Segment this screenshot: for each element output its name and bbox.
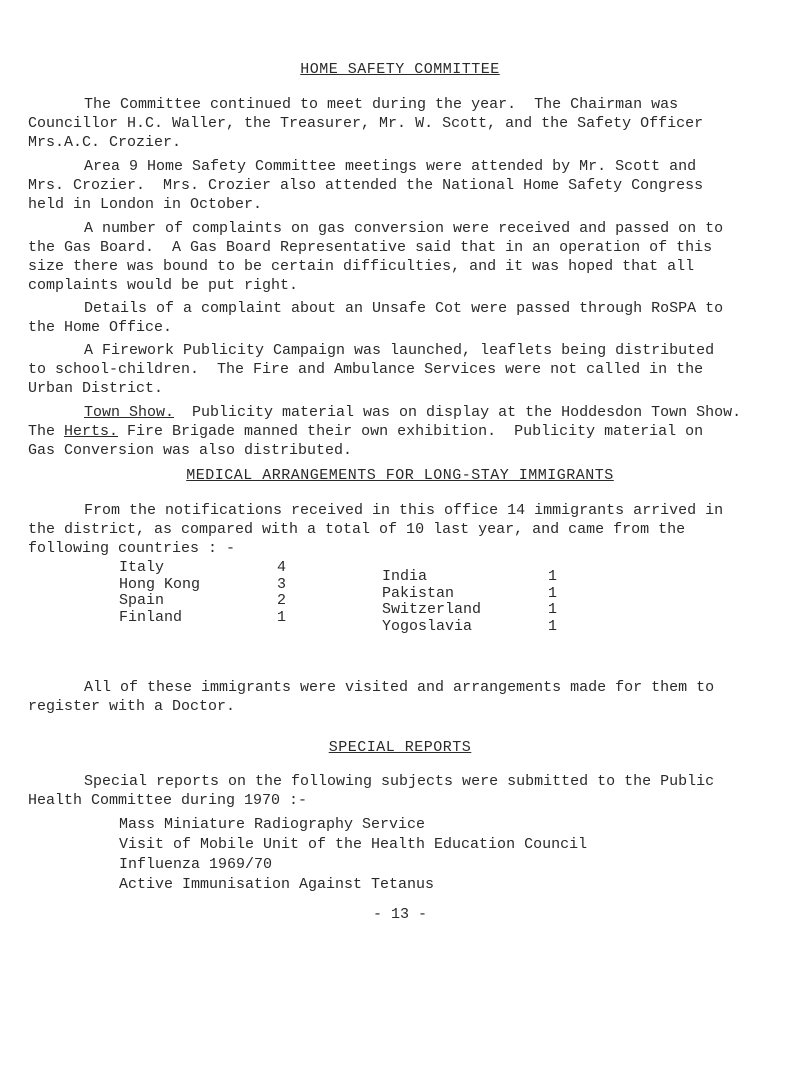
text-line: From the notifications received in this office 14 immigrants arrived in	[84, 502, 724, 519]
paragraph-unsafe-cot	[28, 299, 788, 337]
text-line: Councillor H.C. Waller, the Treasurer, Mr. W. Scott, and the Safety Officer	[28, 115, 704, 132]
country-count: 1	[548, 568, 558, 585]
country-count: 1	[277, 608, 287, 626]
country-row	[119, 593, 286, 610]
text-line: Area 9 Home Safety Committee meetings were attended by Mr. Scott and	[84, 158, 697, 175]
text-line: Gas Conversion was also distributed.	[28, 442, 353, 459]
text-line: Publicity material was on display at the Hoddesdon Town Show.	[174, 404, 742, 421]
country-count: 1	[548, 617, 558, 635]
country-name: Pakistan	[382, 584, 455, 602]
text-line: Urban District.	[28, 380, 164, 397]
country-name: Yogoslavia	[382, 617, 473, 635]
paragraph-firework	[28, 341, 788, 398]
paragraph-special-reports	[28, 772, 788, 810]
page-number: - 13 -	[372, 906, 427, 923]
paragraph-gas-conversion	[28, 219, 788, 295]
country-count: 4	[277, 559, 287, 576]
report-item: Visit of Mobile Unit of the Health Education Council	[119, 836, 588, 853]
paragraph-notifications	[28, 501, 788, 558]
text-line: Mrs.A.C. Crozier.	[28, 134, 182, 151]
text-line: A number of complaints on gas conversion were received and passed on to	[84, 220, 724, 237]
text-line: Health Committee during 1970 :-	[28, 792, 308, 809]
countries-list-left	[119, 560, 286, 626]
text-line: following countries : -	[28, 540, 236, 557]
country-name: Hong Kong	[119, 575, 201, 593]
country-name: Italy	[119, 559, 165, 576]
text-line: The Committee continued to meet during the year. The Chairman was	[84, 96, 679, 113]
report-item: Influenza 1969/70	[119, 856, 273, 873]
text-line: the Gas Board. A Gas Board Representative said that in an operation of this	[28, 239, 713, 256]
text-line: All of these immigrants were visited and arrangements made for them to	[84, 679, 715, 696]
paragraph-visited	[28, 678, 788, 716]
text-line: to school-children. The Fire and Ambulance Services were not called in the	[28, 361, 704, 378]
paragraph-area9	[28, 157, 788, 214]
text-line: complaints would be put right.	[28, 277, 299, 294]
country-count: 1	[548, 601, 558, 618]
country-row	[119, 577, 286, 594]
text-line: held in London in October.	[28, 196, 263, 213]
country-row	[119, 560, 286, 577]
heading-medical-arrangements: MEDICAL ARRANGEMENTS FOR LONG-STAY IMMIGRANTS	[186, 467, 614, 484]
countries-list-right	[382, 569, 557, 635]
country-name: Finland	[119, 608, 183, 626]
text-line: Mrs. Crozier. Mrs. Crozier also attended the National Home Safety Congress	[28, 177, 704, 194]
text-line: the district, as compared with a total of 10 last year, and came from the	[28, 521, 686, 538]
country-name: Spain	[119, 592, 165, 609]
country-row	[382, 619, 557, 636]
text-fragment: The	[28, 423, 65, 440]
paragraph-town-show	[28, 403, 800, 460]
text-line: size there was bound to be certain difficulties, and it was hoped that all	[28, 258, 695, 275]
heading-home-safety: HOME SAFETY COMMITTEE	[300, 61, 500, 78]
country-name: India	[382, 568, 428, 585]
herts-word: Herts.	[64, 423, 119, 440]
text-line: the Home Office.	[28, 319, 173, 336]
town-show-title: Town Show.	[84, 404, 175, 421]
text-line: A Firework Publicity Campaign was launched, leaflets being distributed	[84, 342, 715, 359]
text-line: Special reports on the following subjects were submitted to the Public	[84, 773, 715, 790]
country-row	[382, 586, 557, 603]
country-count: 3	[277, 575, 287, 593]
country-count: 2	[277, 592, 287, 609]
country-name: Switzerland	[382, 601, 482, 618]
country-row	[119, 610, 286, 627]
heading-special-reports: SPECIAL REPORTS	[328, 739, 472, 756]
text-line: Details of a complaint about an Unsafe Cot were passed through RoSPA to	[84, 300, 724, 317]
paragraph-committee	[28, 95, 788, 152]
country-count: 1	[548, 584, 558, 602]
country-row	[382, 569, 557, 586]
country-row	[382, 602, 557, 619]
report-item: Active Immunisation Against Tetanus	[119, 876, 435, 893]
text-line: register with a Doctor.	[28, 698, 236, 715]
report-item: Mass Miniature Radiography Service	[119, 816, 426, 833]
text-fragment: Fire Brigade manned their own exhibition. Publicity material on	[118, 423, 704, 440]
